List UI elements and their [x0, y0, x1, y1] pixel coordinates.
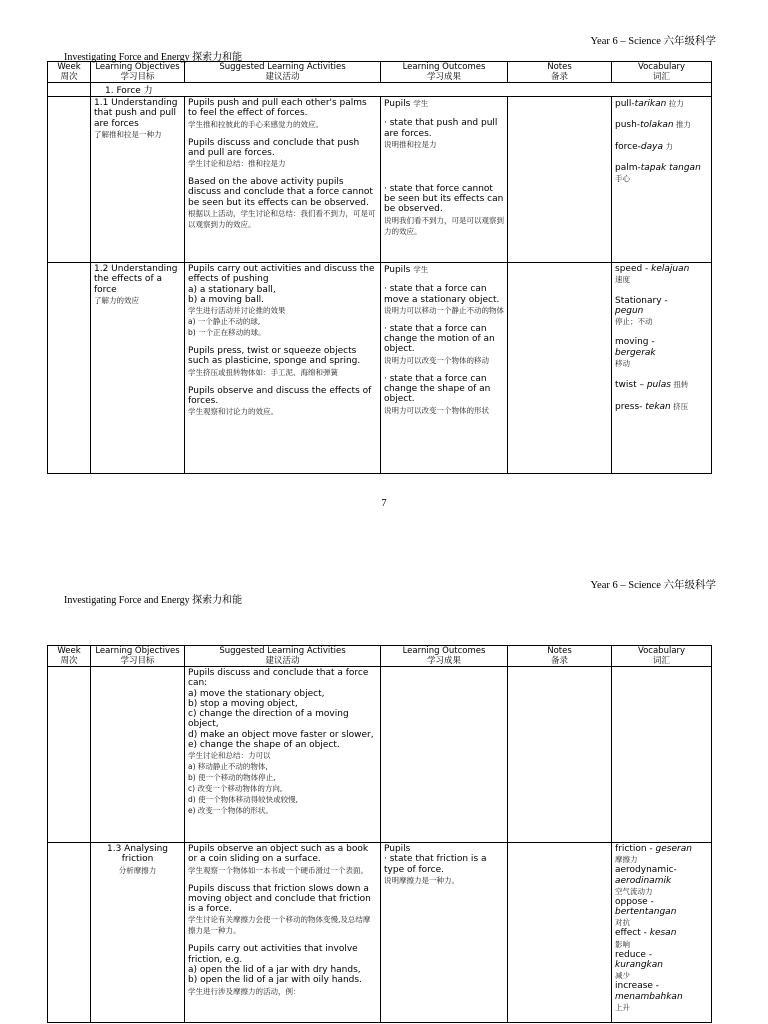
notes-cell [508, 843, 612, 1023]
objective-cell: 1.2 Understanding the effects of a force 了解力的效应 [91, 263, 185, 474]
activities-cell: Pupils push and pull each other's palms to feel the effect of forces. 学生推和拉彼此的手心来感觉力的效应。 Pupils discuss and conclude that push and pull are forces. 学生讨论和总结：推和拉是力 Based on the above activity pupils discuss and conclude that a force cannot be seen but its effects can be observed. 根据以上活动，学生讨论和总结：我们看不到力，可是可以观察到力的效应。 [185, 97, 381, 263]
activities-cell: Pupils observe an object such as a book or a coin sliding on a surface. 学生观察一个物体如一本书或一个硬币滑过一个表面。 Pupils discuss that friction slows down a moving object and conclude that friction is a force. 学生讨论有关摩擦力会使一个移动的物体变慢,及总结摩擦力是一种力。 Pupils carry out activities that involve friction, e.g. a) open the lid of a jar with dry hands, b) open the lid of a jar with oily hands. 学生进行涉及摩擦力的活动，例： [185, 843, 381, 1023]
table-header-row [48, 62, 712, 83]
syllabus-table-1 [47, 61, 712, 474]
outcomes-cell: Pupils · state that friction is a type of force. 说明摩擦力是一种力。 [381, 843, 508, 1023]
topic-title: 1. Force 力 [91, 83, 712, 97]
page-header-year: Year 6 – Science 六年级科学 [590, 580, 716, 591]
vocabulary-cell: friction - geseran 摩擦力 aerodynamic- aerodinamik 空气流动力 oppose - bertentangan 对抗 effect - kesan 影响 reduce - kurangkan 减少 increase - menambahkan 上升 [612, 843, 712, 1023]
table-row [48, 97, 712, 263]
col-header-activities: Suggested Learning Activities 建议活动 [185, 62, 381, 83]
outcomes-cell: Pupils 学生 · state that a force can move a stationary object. 说明力可以移动一个静止不动的物体 · state that a force can change the motion of an object. 说明力可以改变一个物体的移动 · state that a force can change the shape of an object. 说明力可以改变一个物体的形状 [381, 263, 508, 474]
topic-row [48, 83, 712, 97]
notes-cell [508, 97, 612, 263]
col-header-notes: Notes 备录 [508, 62, 612, 83]
col-header-activities: Suggested Learning Activities 建议活动 [185, 646, 381, 667]
page-header-topic: Investigating Force and Energy 探索力和能 [64, 595, 243, 606]
page-number: 7 [381, 498, 387, 509]
page-header-year: Year 6 – Science 六年级科学 [590, 36, 716, 47]
objective-cell: 1.1 Understanding that push and pull are forces 了解推和拉是一种力 [91, 97, 185, 263]
col-header-vocabulary: Vocabulary 词汇 [612, 646, 712, 667]
table-row [48, 667, 712, 843]
table-header-row [48, 646, 712, 667]
vocabulary-cell: speed - kelajuan 速度 Stationary - pegun 停止；不动 moving - bergerak 移动 twist – pulas 扭转 press- tekan 挤压 [612, 263, 712, 474]
notes-cell [508, 263, 612, 474]
vocabulary-cell: pull-tarikan 拉力 push-tolakan 推力 force-daya 力 palm-tapak tangan 手心 [612, 97, 712, 263]
col-header-notes: Notes 备录 [508, 646, 612, 667]
activities-cell: Pupils carry out activities and discuss the effects of pushing a) a stationary ball, b) a moving ball. 学生进行活动并讨论推的效果 a) 一个静止不动的球, b) 一个正在移动的球。 Pupils press, twist or squeeze objects such as plasticine, sponge and spring. 学生挤压或扭转物体如：手工泥、海绵和弹簧 Pupils observe and discuss the effects of forces. 学生观察和讨论力的效应。 [185, 263, 381, 474]
outcomes-cell: Pupils 学生 · state that push and pull are forces. 说明推和拉是力 · state that force cannot be seen but its effects can be observed. 说明我们看不到力，可是可以观察到力的效应。 [381, 97, 508, 263]
col-header-vocabulary: Vocabulary 词汇 [612, 62, 712, 83]
col-header-objectives: Learning Objectives 学习目标 [91, 646, 185, 667]
col-header-outcomes: Learning Outcomes 学习成果 [381, 62, 508, 83]
page-header-topic: Investigating Force and Energy 探索力和能 [64, 52, 243, 63]
syllabus-table-2 [47, 645, 712, 1023]
activities-cell: Pupils discuss and conclude that a force can: a) move the stationary object, b) stop a moving object, c) change the direction of a moving object, d) make an object move faster or slower, e) change the shape of an object. 学生讨论和总结：力可以 a) 移动静止不动的物体, b) 使一个移动的物体停止, c) 改变一个移动物体的方向, d) 使一个物体移动得较快或较慢, e) 改变一个物体的形状。 [185, 667, 381, 843]
col-header-outcomes: Learning Outcomes 学习成果 [381, 646, 508, 667]
col-header-objectives: Learning Objectives 学习目标 [91, 62, 185, 83]
table-row [48, 843, 712, 1023]
col-header-week: Week 周次 [48, 62, 91, 83]
table-row [48, 263, 712, 474]
objective-cell: 1.3 Analysing friction 分析摩擦力 [91, 843, 185, 1023]
col-header-week: Week 周次 [48, 646, 91, 667]
